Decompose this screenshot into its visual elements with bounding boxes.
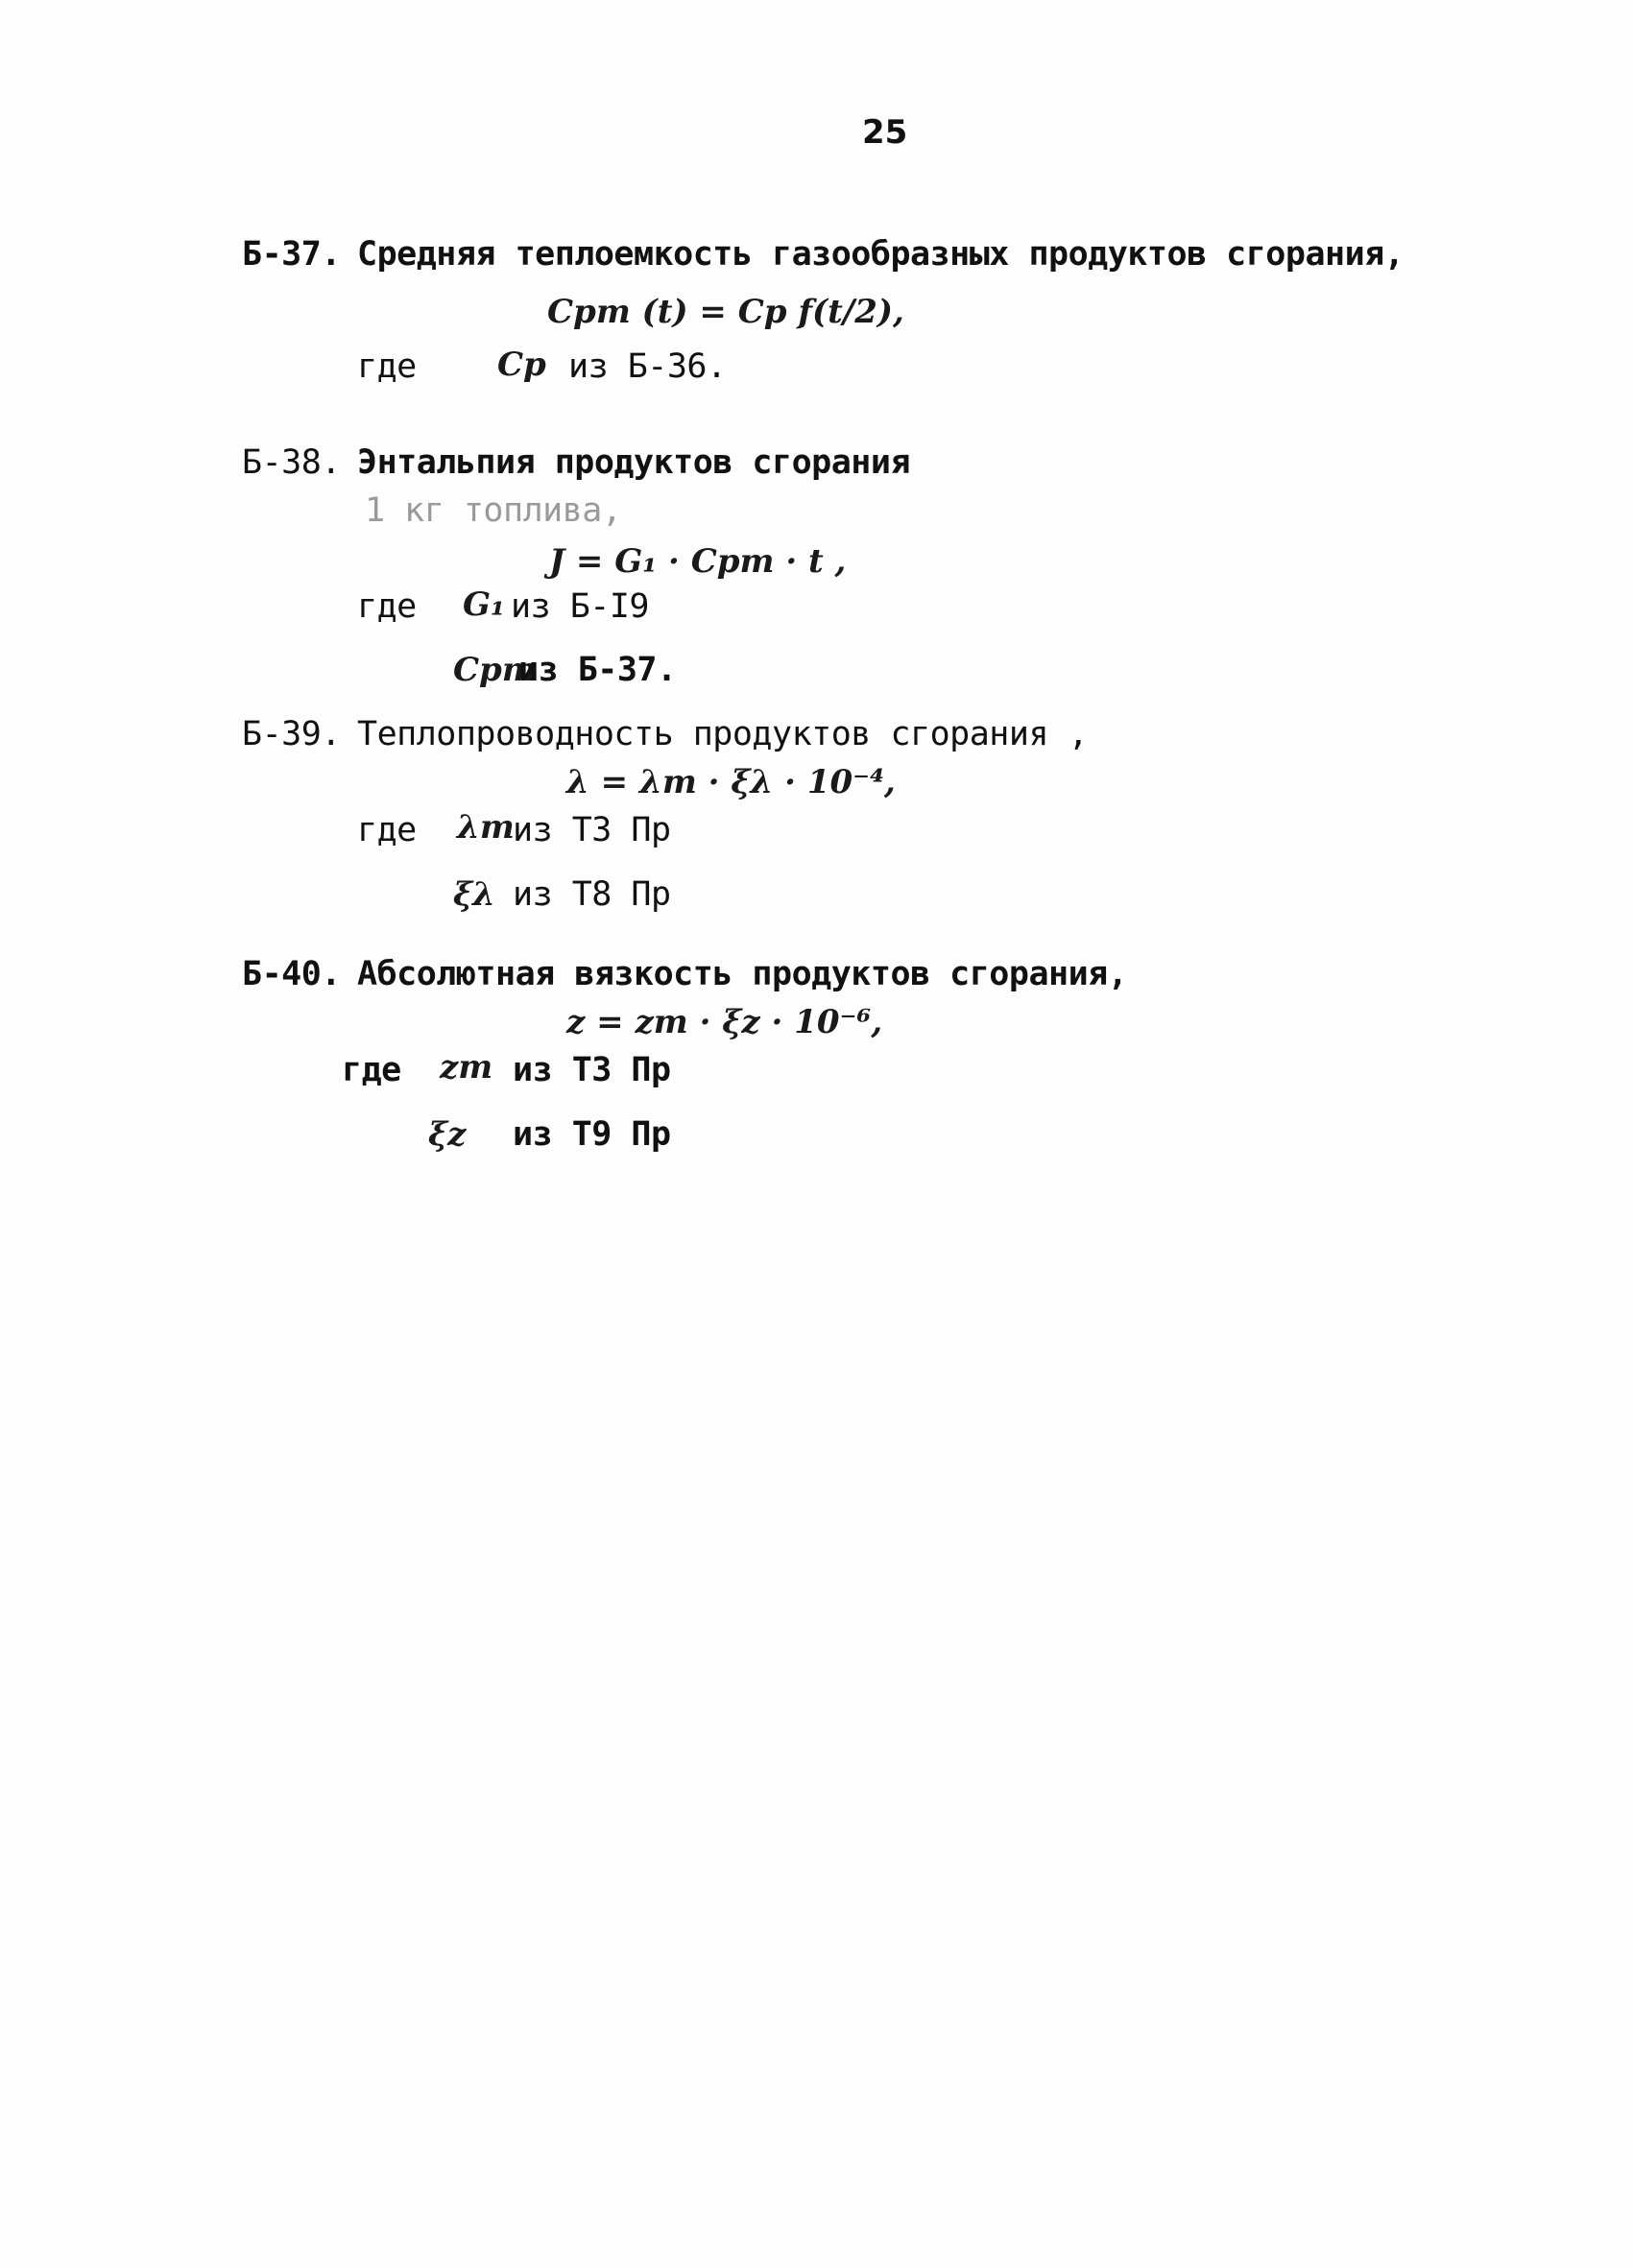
item-b38-where-text: из Б-I9	[511, 587, 650, 626]
page-number: 25	[862, 113, 908, 152]
item-b39-code: Б-39.	[242, 715, 341, 753]
item-b39-where-text: из Т3 Пр	[513, 811, 671, 849]
item-b40-where-text: из Т3 Пр	[513, 1051, 671, 1089]
item-b38-where-symbol: G₁	[463, 585, 505, 624]
item-b38-title: Энтальпия продуктов сгорания	[357, 443, 911, 482]
item-b37-code: Б-37.	[242, 235, 341, 274]
item-b39-where2-symbol: ξλ	[453, 875, 495, 914]
item-b37-formula: Cpm (t) = Cp f(t/2),	[547, 293, 904, 331]
item-b38-code: Б-38.	[242, 443, 341, 482]
item-b40-where2-text: из Т9 Пр	[513, 1115, 671, 1154]
item-b38-where-prefix: где	[357, 587, 417, 626]
item-b39-where-prefix: где	[357, 811, 417, 849]
item-b38-where2-text: из Б-37.	[518, 651, 677, 689]
item-b37-where-text: из Б-36.	[568, 347, 727, 386]
item-b39-where2-text: из Т8 Пр	[513, 875, 671, 914]
item-b40-where-prefix: где	[342, 1051, 401, 1089]
item-b39-where-symbol: λт	[457, 808, 515, 847]
item-b38-title-line2: 1 кг топлива,	[365, 491, 622, 530]
item-b40-formula: z = zт · ξz · 10⁻⁶,	[566, 1003, 883, 1041]
item-b37-where-prefix: где	[357, 347, 417, 386]
item-b40-code: Б-40.	[242, 955, 341, 993]
item-b38-formula: J = G₁ · Cpm · t ,	[549, 542, 847, 581]
item-b39-formula: λ = λт · ξλ · 10⁻⁴,	[566, 763, 896, 801]
item-b39-title: Теплопроводность продуктов сгорания ,	[357, 715, 1089, 753]
item-b37-where-symbol: Cp	[497, 346, 546, 384]
item-b40-title: Абсолютная вязкость продуктов сгорания,	[357, 955, 1128, 993]
item-b40-where-symbol: zт	[440, 1048, 493, 1086]
item-b40-where2-symbol: ξz	[428, 1115, 467, 1154]
item-b37-title: Средняя теплоемкость газообразных продуктов сгорания,	[357, 235, 1405, 274]
item-b38-where2-symbol: Cpm	[453, 651, 537, 689]
